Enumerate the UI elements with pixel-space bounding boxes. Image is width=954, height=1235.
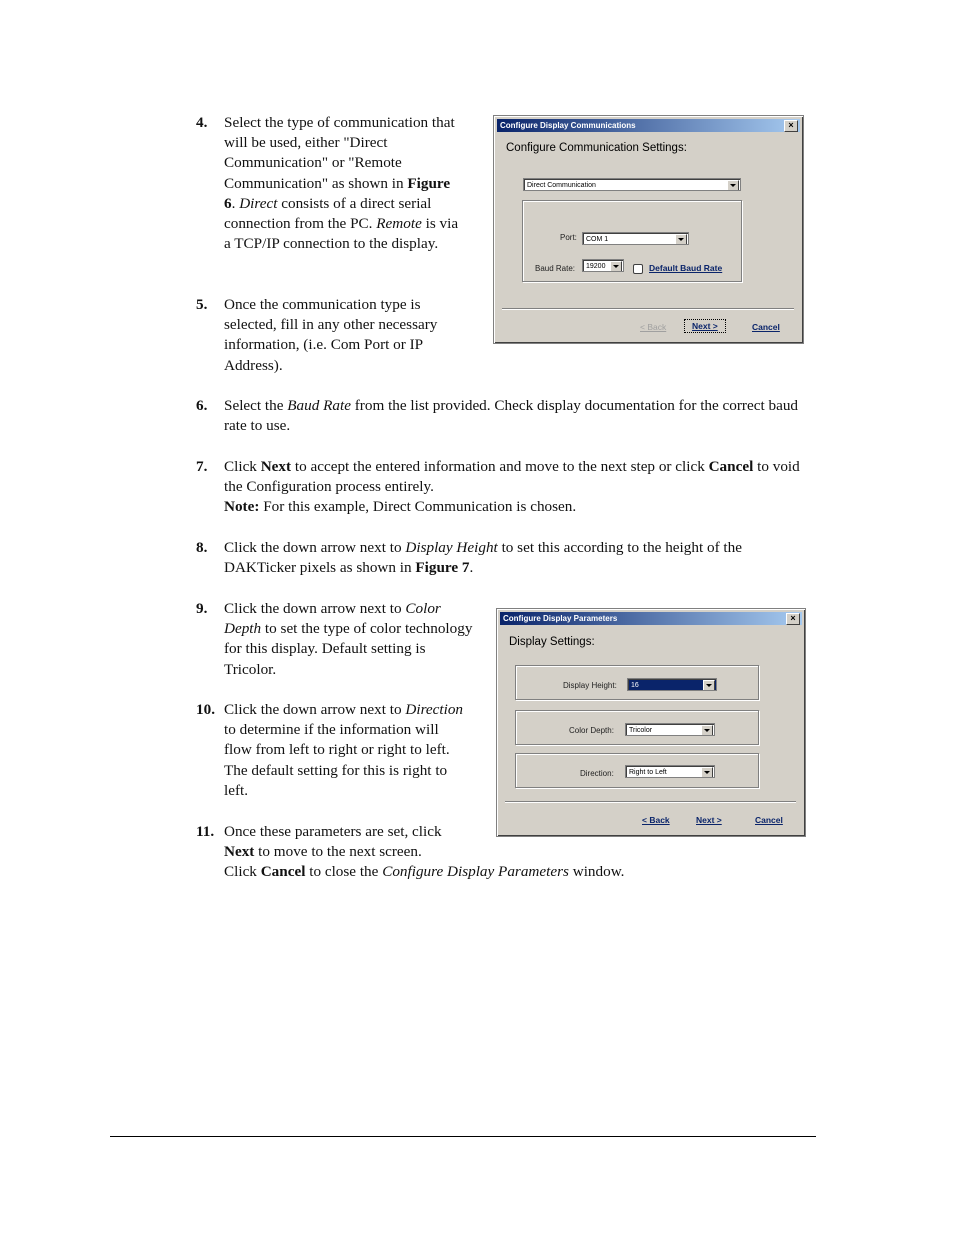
step-number: 9. bbox=[196, 600, 208, 617]
dialog-title: Configure Display Parameters bbox=[503, 614, 618, 623]
chevron-down-icon[interactable] bbox=[610, 261, 622, 272]
step-number: 7. bbox=[196, 458, 208, 475]
dialog-titlebar[interactable] bbox=[500, 612, 802, 625]
step-number: 10. bbox=[196, 701, 215, 718]
port-select[interactable]: COM 1 bbox=[582, 232, 689, 245]
step-number: 8. bbox=[196, 539, 208, 556]
baud-rate-select[interactable]: 19200 bbox=[582, 259, 624, 272]
chevron-down-icon[interactable] bbox=[701, 725, 713, 736]
display-height-select[interactable]: 16 bbox=[627, 678, 717, 691]
color-depth-label: Color Depth: bbox=[569, 726, 614, 735]
port-label: Port: bbox=[560, 233, 577, 242]
footer-rule bbox=[110, 1136, 816, 1137]
step-text: Select the Baud Rate from the list provided. Check display documentation for the correct baud rate to use. bbox=[224, 397, 799, 435]
close-icon[interactable]: × bbox=[784, 120, 798, 132]
direction-label: Direction: bbox=[580, 769, 614, 778]
dialog-heading: Display Settings: bbox=[509, 636, 595, 648]
step-text: Once the communication type is selected, fill in any other necessary information, (i.e. Com Port or IP Address). bbox=[224, 296, 438, 374]
step-number: 4. bbox=[196, 114, 208, 131]
chevron-down-icon[interactable] bbox=[703, 680, 715, 691]
display-height-label: Display Height: bbox=[563, 681, 617, 690]
dialog-titlebar[interactable] bbox=[497, 119, 800, 132]
step-text: Once these parameters are set, click Next to move to the next screen. Click Cancel to close the Configure Display Parameters window. bbox=[224, 823, 625, 881]
baud-rate-label: Baud Rate: bbox=[535, 264, 576, 273]
color-depth-select[interactable]: Tricolor bbox=[625, 723, 715, 736]
step-text: Click Next to accept the entered information and move to the next step or click Cancel to void the Configuration process entirely. Note: For this example, Direct Communication is chosen. bbox=[224, 457, 809, 518]
step-text: Click the down arrow next to Display Height to set this according to the height of the DAKTicker pixels as shown in Figure 7. bbox=[224, 539, 742, 577]
step-number: 11. bbox=[196, 823, 215, 840]
back-button[interactable]: < Back bbox=[640, 322, 667, 332]
dialog-title: Configure Display Communications bbox=[500, 121, 636, 130]
configure-display-communications-dialog bbox=[493, 115, 804, 344]
chevron-down-icon[interactable] bbox=[675, 234, 687, 245]
step-text: Select the type of communication that will be used, either "Direct Communication" or "Remote Communication" as shown in Figure 6. Direct consists of a direct serial connection from the PC. Remote is via a TCP/IP connection to the display. bbox=[224, 114, 459, 253]
separator bbox=[502, 308, 794, 310]
back-button[interactable]: < Back bbox=[642, 815, 670, 825]
step-text: Click the down arrow next to Direction to determine if the information will flow from left to right or right to left. The default setting for this is right to left. bbox=[224, 701, 464, 799]
chevron-down-icon[interactable] bbox=[701, 767, 713, 778]
close-icon[interactable]: × bbox=[786, 613, 800, 625]
chevron-down-icon[interactable] bbox=[727, 180, 739, 191]
next-button[interactable]: Next > bbox=[686, 321, 724, 331]
step-number: 5. bbox=[196, 296, 208, 313]
step-number: 6. bbox=[196, 397, 208, 414]
configure-display-parameters-dialog bbox=[496, 608, 806, 837]
cancel-button[interactable]: Cancel bbox=[755, 815, 783, 825]
default-baud-rate-link[interactable]: Default Baud Rate bbox=[649, 263, 723, 273]
dialog-heading: Configure Communication Settings: bbox=[506, 142, 687, 154]
direction-select[interactable]: Right to Left bbox=[625, 765, 715, 778]
note: Note: For this example, Direct Communication is chosen. bbox=[224, 498, 577, 516]
step-text: Click the down arrow next to Color Depth to set the type of color technology for this display. Default setting is Tricolor. bbox=[224, 600, 473, 678]
cancel-button[interactable]: Cancel bbox=[752, 322, 780, 332]
next-button[interactable]: Next > bbox=[696, 815, 722, 825]
separator bbox=[505, 801, 796, 803]
default-baud-rate-checkbox[interactable] bbox=[633, 264, 643, 274]
communication-type-select[interactable]: Direct Communication bbox=[523, 178, 741, 191]
